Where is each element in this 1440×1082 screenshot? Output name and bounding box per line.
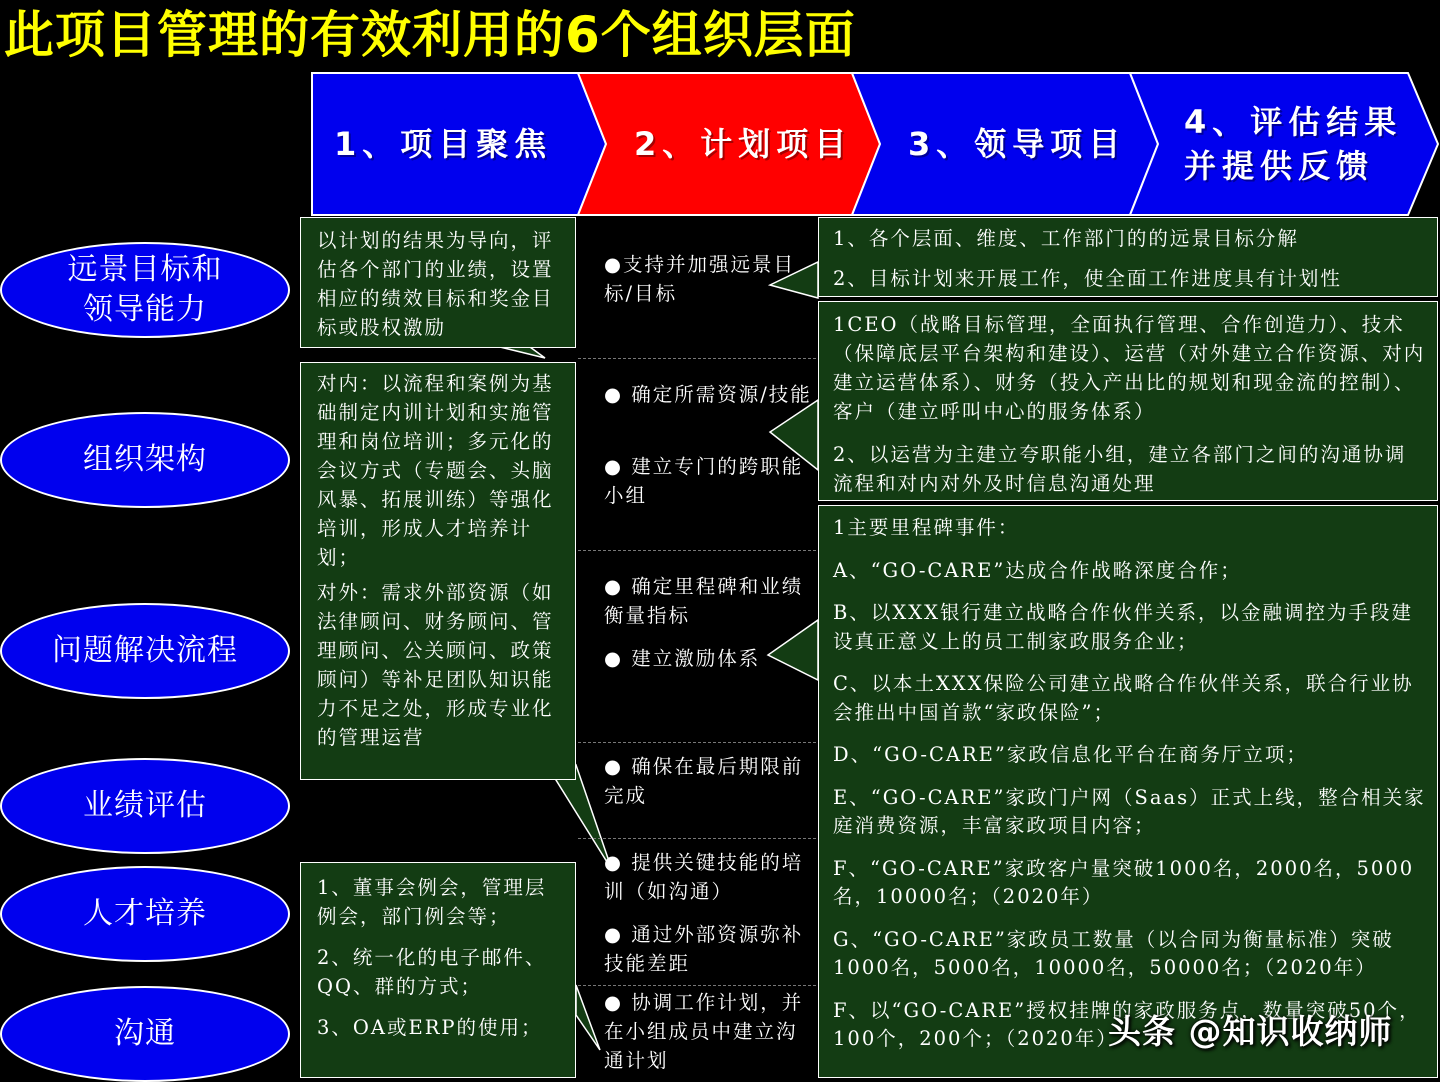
plan-item: ● 提供关键技能的培训（如沟通） [604,851,804,903]
milestone-item: C、以本土XXX保险公司建立战略合作伙伴关系，联合行业协会推出中国首款“家政保险”； [833,672,1414,724]
level-organization [0,412,290,508]
callout-pointer [500,347,545,358]
phase-4-line1: 4、评估结果 [1184,103,1403,141]
milestone-item: F、“GO-CARE”家政客户量突破1000名，2000名，5000名，10000名；（2020年） [833,856,1415,908]
plan-item: ●支持并加强远景目标/目标 [604,253,796,305]
phase-4-label [1184,100,1402,188]
callout-communication [300,862,576,1078]
level-label: 人才培养 [83,896,207,931]
plan-item: ● 通过外部资源弥补技能差距 [604,923,804,975]
callout-organization [300,362,576,780]
phase-2-label: 2、计划项目 [634,125,853,163]
level-performance [0,758,290,854]
separator [578,838,816,839]
phase-3-label: 3、领导项目 [908,125,1127,163]
callout-organization-detail [818,301,1438,501]
callout-text: 2、目标计划来开展工作，使全面工作进度具有计划性 [833,267,1342,290]
level-label: 组织架构 [83,442,207,477]
callout-text: 以计划的结果为导向，评估各个部门的业绩，设置相应的绩效目标和奖金目标或股权激励 [317,229,554,339]
phase-4-line2: 并提供反馈 [1184,147,1375,185]
level-label: 沟通 [114,1016,176,1051]
separator [578,985,816,986]
callout-vision-detail [818,217,1438,297]
plan-item: ● 确定所需资源/技能 [604,383,812,406]
separator [578,358,816,359]
level-communication [0,986,290,1082]
callout-milestones [818,505,1438,1078]
milestone-item: E、“GO-CARE”家政门户网（Saas）正式上线，整合相关家庭消费资源，丰富家政项目内容； [833,785,1426,837]
level-label: 问题解决流程 [52,633,238,668]
page-title: 此项目管理的有效利用的6个组织层面 [4,6,856,64]
callout-text: 对内：以流程和案例为基础制定内训计划和实施管理和岗位培训；多元化的会议方式（专题会、头脑风暴、拓展训练）等强化培训，形成人才培养计划； [317,372,554,569]
plan-item: ● 确保在最后期限前完成 [604,755,804,807]
separator [578,742,816,743]
milestone-item: A、“GO-CARE”达成合作战略深度合作； [833,558,1242,582]
callout-vision [300,217,576,348]
separator [578,550,816,551]
level-vision-leadership [0,242,290,338]
watermark: 头条 @知识收纳师 [1108,1012,1393,1051]
plan-item: ● 确定里程碑和业绩衡量指标 [604,575,804,627]
callout-text: 1、各个层面、维度、工作部门的的远景目标分解 [833,227,1299,250]
milestone-item: G、“GO-CARE”家政员工数量（以合同为衡量标准）突破1000名，5000名，10000名，50000名；（2020年） [833,927,1394,979]
milestone-item: D、“GO-CARE”家政信息化平台在商务厅立项； [833,743,1308,766]
milestone-item: B、以XXX银行建立战略合作伙伴关系，以金融调控为手段建设真正意义上的员工制家政服务企业； [833,601,1413,653]
callout-text: 2、以运营为主建立夸职能小组，建立各部门之间的沟通协调流程和对内对外及时信息沟通处理 [833,443,1407,495]
callout-text: 2、统一化的电子邮件、QQ、群的方式； [317,946,547,998]
callout-text: 1CEO（战略目标管理，全面执行管理、合作创造力）、技术（保障底层平台架构和建设）、运营（对外建立合作资源、对内建立运营体系）、财务（投入产出比的规划和现金流的控制）、客户（建立呼叫中心的服务体系） [833,313,1426,423]
plan-item: ● 建立专门的跨职能小组 [604,455,804,507]
plan-item: ● 协调工作计划，并在小组成员中建立沟通计划 [604,991,804,1072]
level-label: 业绩评估 [83,788,207,823]
milestone-item: 1主要里程碑事件： [833,516,1020,539]
plan-item: ● 建立激励体系 [604,647,761,670]
callout-pointer [576,985,600,1050]
level-label: 远景目标和 [67,252,223,287]
level-talent [0,866,290,962]
callout-text: 1、董事会例会，管理层例会，部门例会等； [317,876,547,928]
level-label: 领导能力 [83,292,207,327]
milestone-item: F、以“GO-CARE”授权挂牌的家政服务点，数量突破50个，100个，200个；（2020年） [833,998,1421,1050]
phase-1-label: 1、项目聚焦 [334,125,553,163]
callout-text: 对外：需求外部资源（如法律顾问、财务顾问、管理顾问、公关顾问、政策顾问）等补足团队知识能力不足之处，形成专业化的管理运营 [317,581,554,749]
callout-text: 3、OA或ERP的使用； [317,1016,543,1039]
level-problem-solving [0,603,290,699]
